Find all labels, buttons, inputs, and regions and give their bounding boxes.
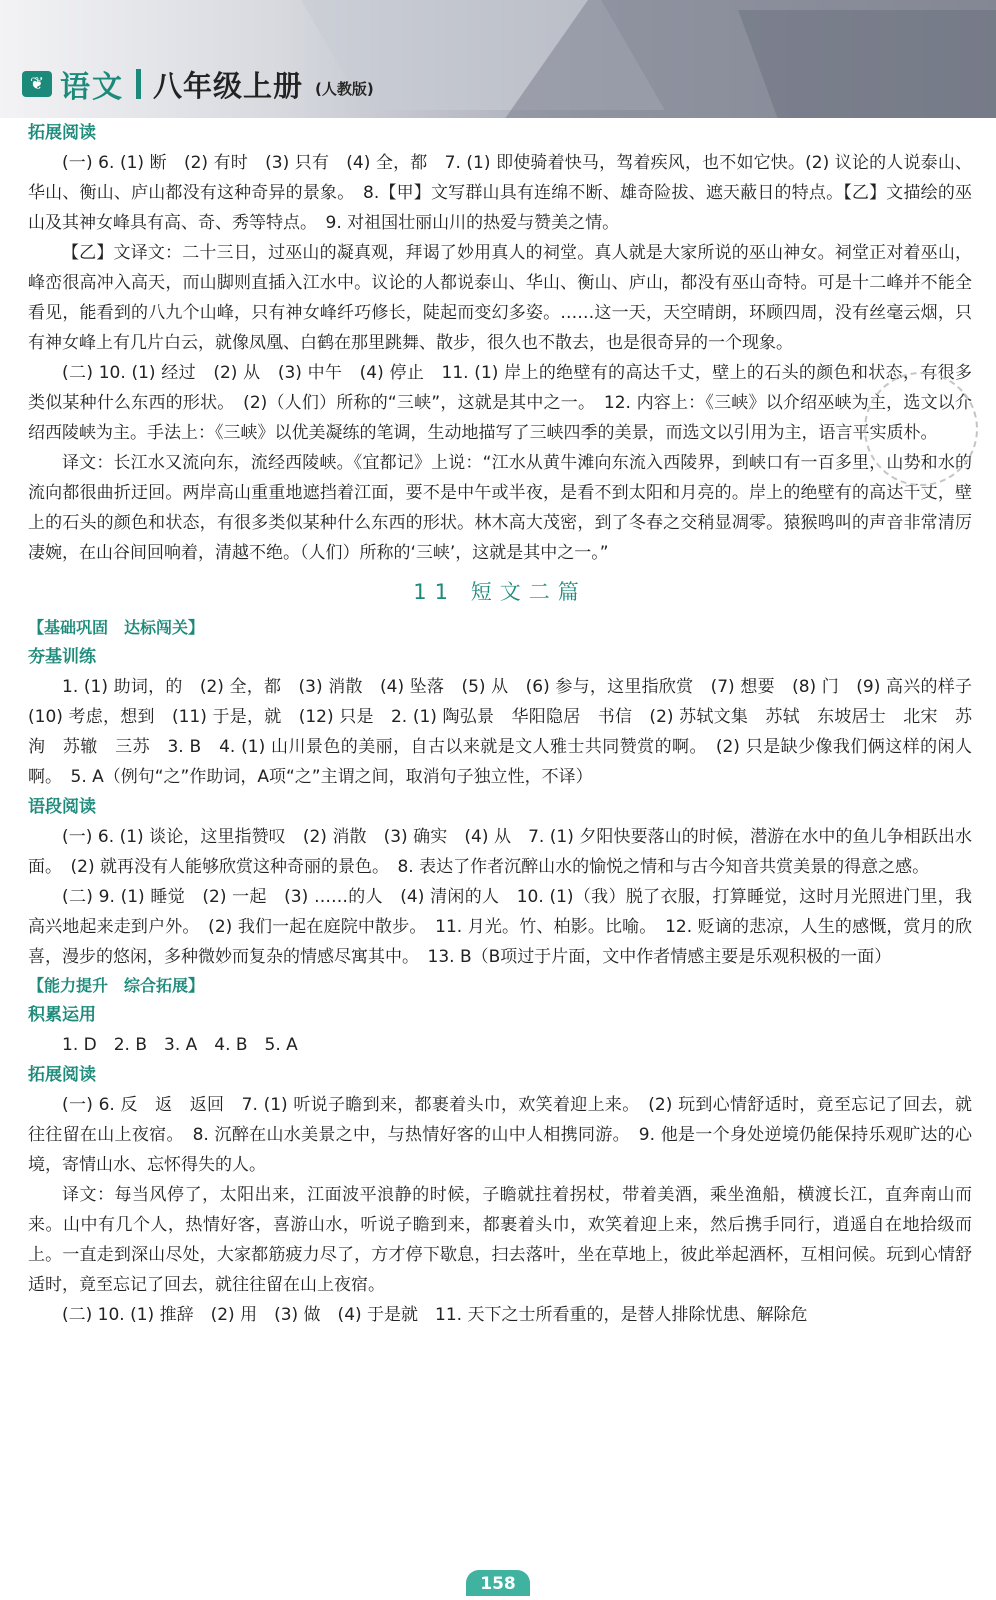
section-heading: 夯基训练 — [28, 647, 96, 667]
section-heading: 语段阅读 — [28, 797, 96, 817]
section-heading: 拓展阅读 — [28, 1065, 96, 1085]
lesson-title: 11 短文二篇 — [413, 580, 587, 604]
header-banner — [0, 0, 996, 118]
answer-paragraph: 译文：每当风停了，太阳出来，江面波平浪静的时候，子瞻就拄着拐杖，带着美酒，乘坐渔船，横渡长江，直奔南山而来。山中有几个人，热情好客，喜游山水，听说子瞻到来，都裹着头巾，欢笑着迎上来，然后携手同行，逍遥自在地拾级而上。一直走到深山尽处，大家都筋疲力尽了，方才停下歇息，扫去落叶，坐在草地上，彼此举起酒杯，互相问候。玩到心情舒适时，竟至忘记了回去，就往往留在山上夜宿。 — [28, 1185, 972, 1295]
banner-decoration — [738, 10, 996, 118]
answer-paragraph: (一) 6. (1) 谈论，这里指赞叹 (2) 消散 (3) 确实 (4) 从 7. (1) 夕阳快要落山的时候，潜游在水中的鱼儿争相跃出水面。 (2) 就再没有人能够欣赏这种奇丽的景色。 8. 表达了作者沉醉山水的愉悦之情和与古今知音共赏美景的得意之感。 — [28, 827, 972, 877]
answer-paragraph: (二) 9. (1) 睡觉 (2) 一起 (3) ……的人 (4) 清闲的人 10. (1)（我）脱了衣服，打算睡觉，这时月光照进门里，我高兴地起来走到户外。 (2) 我们一起在庭院中散步。 11. 月光。竹、柏影。比喻。 12. 贬谪的悲凉，人生的感慨，赏月的欣喜，漫步的悠闲，多种微妙而复杂的情感尽寓其中。 13. B（B项过于片面，文中作者情感主要是乐观积极的一面） — [28, 887, 972, 967]
page-number: 158 — [466, 1570, 530, 1596]
stamp-circle — [864, 372, 978, 486]
answer-paragraph: (一) 6. (1) 断 (2) 有时 (3) 只有 (4) 全，都 7. (1) 即使骑着快马，驾着疾风，也不如它快。(2) 议论的人说泰山、华山、衡山、庐山都没有这种奇异的景象。 8.【甲】文写群山具有连绵不断、雄奇险拔、遮天蔽日的特点。【乙】文描绘的巫山及其神女峰具有高、奇、秀等特点。 9. 对祖国壮丽山川的热爱与赞美之情。 — [28, 153, 972, 233]
section-heading: 拓展阅读 — [28, 123, 96, 143]
answer-paragraph: (二) 10. (1) 推辞 (2) 用 (3) 做 (4) 于是就 11. 天下之士所看重的，是替人排除忧患、解除危 — [62, 1305, 808, 1325]
answer-paragraph: 【乙】文译文：二十三日，过巫山的凝真观，拜谒了妙用真人的祠堂。真人就是大家所说的巫山神女。祠堂正对着巫山，峰峦很高冲入高天，而山脚则直插入江水中。议论的人都说泰山、华山、衡山、庐山，都没有巫山奇特。可是十二峰并不能全看见，能看到的八九个山峰，只有神女峰纤巧修长，陡起而变幻多姿。……这一天，天空晴朗，环顾四周，没有丝毫云烟，只有神女峰上有几片白云，就像凤凰、白鹤在那里跳舞、散步，很久也不散去，也是很奇异的一个现象。 — [28, 243, 972, 353]
subject-label: 语文 — [60, 70, 124, 105]
leaf-icon: ❦ — [22, 71, 52, 97]
header-title-row — [22, 62, 374, 106]
section-heading: 积累运用 — [28, 1005, 96, 1025]
answer-paragraph: 译文：长江水又流向东，流经西陵峡。《宜都记》上说：“江水从黄牛滩向东流入西陵界，到峡口有一百多里，山势和水的流向都很曲折迂回。两岸高山重重地遮挡着江面，要不是中午或半夜，是看不到太阳和月亮的。岸上的绝壁有的高达千丈，壁上的石头的颜色和状态，有很多类似某种什么东西的形状。林木高大茂密，到了冬春之交稍显凋零。猿猴鸣叫的声音非常清厉凄婉，在山谷间回响着，清越不绝。（人们）所称的‘三峡’，这就是其中之一。” — [28, 453, 972, 563]
section-tag: 【能力提升 综合拓展】 — [28, 976, 205, 995]
edition-label: (人教版) — [315, 79, 374, 98]
answer-paragraph: 1. D 2. B 3. A 4. B 5. A — [62, 1035, 298, 1055]
section-tag: 【基础巩固 达标闯关】 — [28, 618, 205, 637]
answer-content — [28, 118, 989, 1330]
divider-bar — [136, 69, 141, 99]
answer-paragraph: (二) 10. (1) 经过 (2) 从 (3) 中午 (4) 停止 11. (1) 岸上的绝壁有的高达千丈，壁上的石头的颜色和状态，有很多类似某种什么东西的形状。 (2)（人们）所称的“三峡”，这就是其中之一。 12. 内容上：《三峡》以介绍巫峡为主，选文以介绍西陵峡为主。手法上：《三峡》以优美凝练的笔调，生动地描写了三峡四季的美景，而选文以引用为主，语言平实质朴。 — [28, 363, 972, 443]
grade-label: 八年级上册 — [153, 68, 304, 103]
answer-paragraph: 1. (1) 助词，的 (2) 全，都 (3) 消散 (4) 坠落 (5) 从 (6) 参与，这里指欣赏 (7) 想要 (8) 门 (9) 高兴的样子 (10) 考虑，想到 (11) 于是，就 (12) 只是 2. (1) 陶弘景 华阳隐居 书信 (2) 苏轼文集 苏轼 东坡居士 北宋 苏洵 苏辙 三苏 3. B 4. (1) 山川景色的美丽，自古以来就是文人雅士共同赞赏的啊。 (2) 只是缺少像我们俩这样的闲人啊。 5. A（例句“之”作助词，A项“之”主谓之间，取消句子独立性，不译） — [28, 677, 989, 787]
answer-paragraph: (一) 6. 反 返 返回 7. (1) 听说子瞻到来，都裹着头巾，欢笑着迎上来。 (2) 玩到心情舒适时，竟至忘记了回去，就往往留在山上夜宿。 8. 沉醉在山水美景之中，与热情好客的山中人相携同游。 9. 他是一个身处逆境仍能保持乐观旷达的心境，寄情山水、忘怀得失的人。 — [28, 1095, 972, 1175]
